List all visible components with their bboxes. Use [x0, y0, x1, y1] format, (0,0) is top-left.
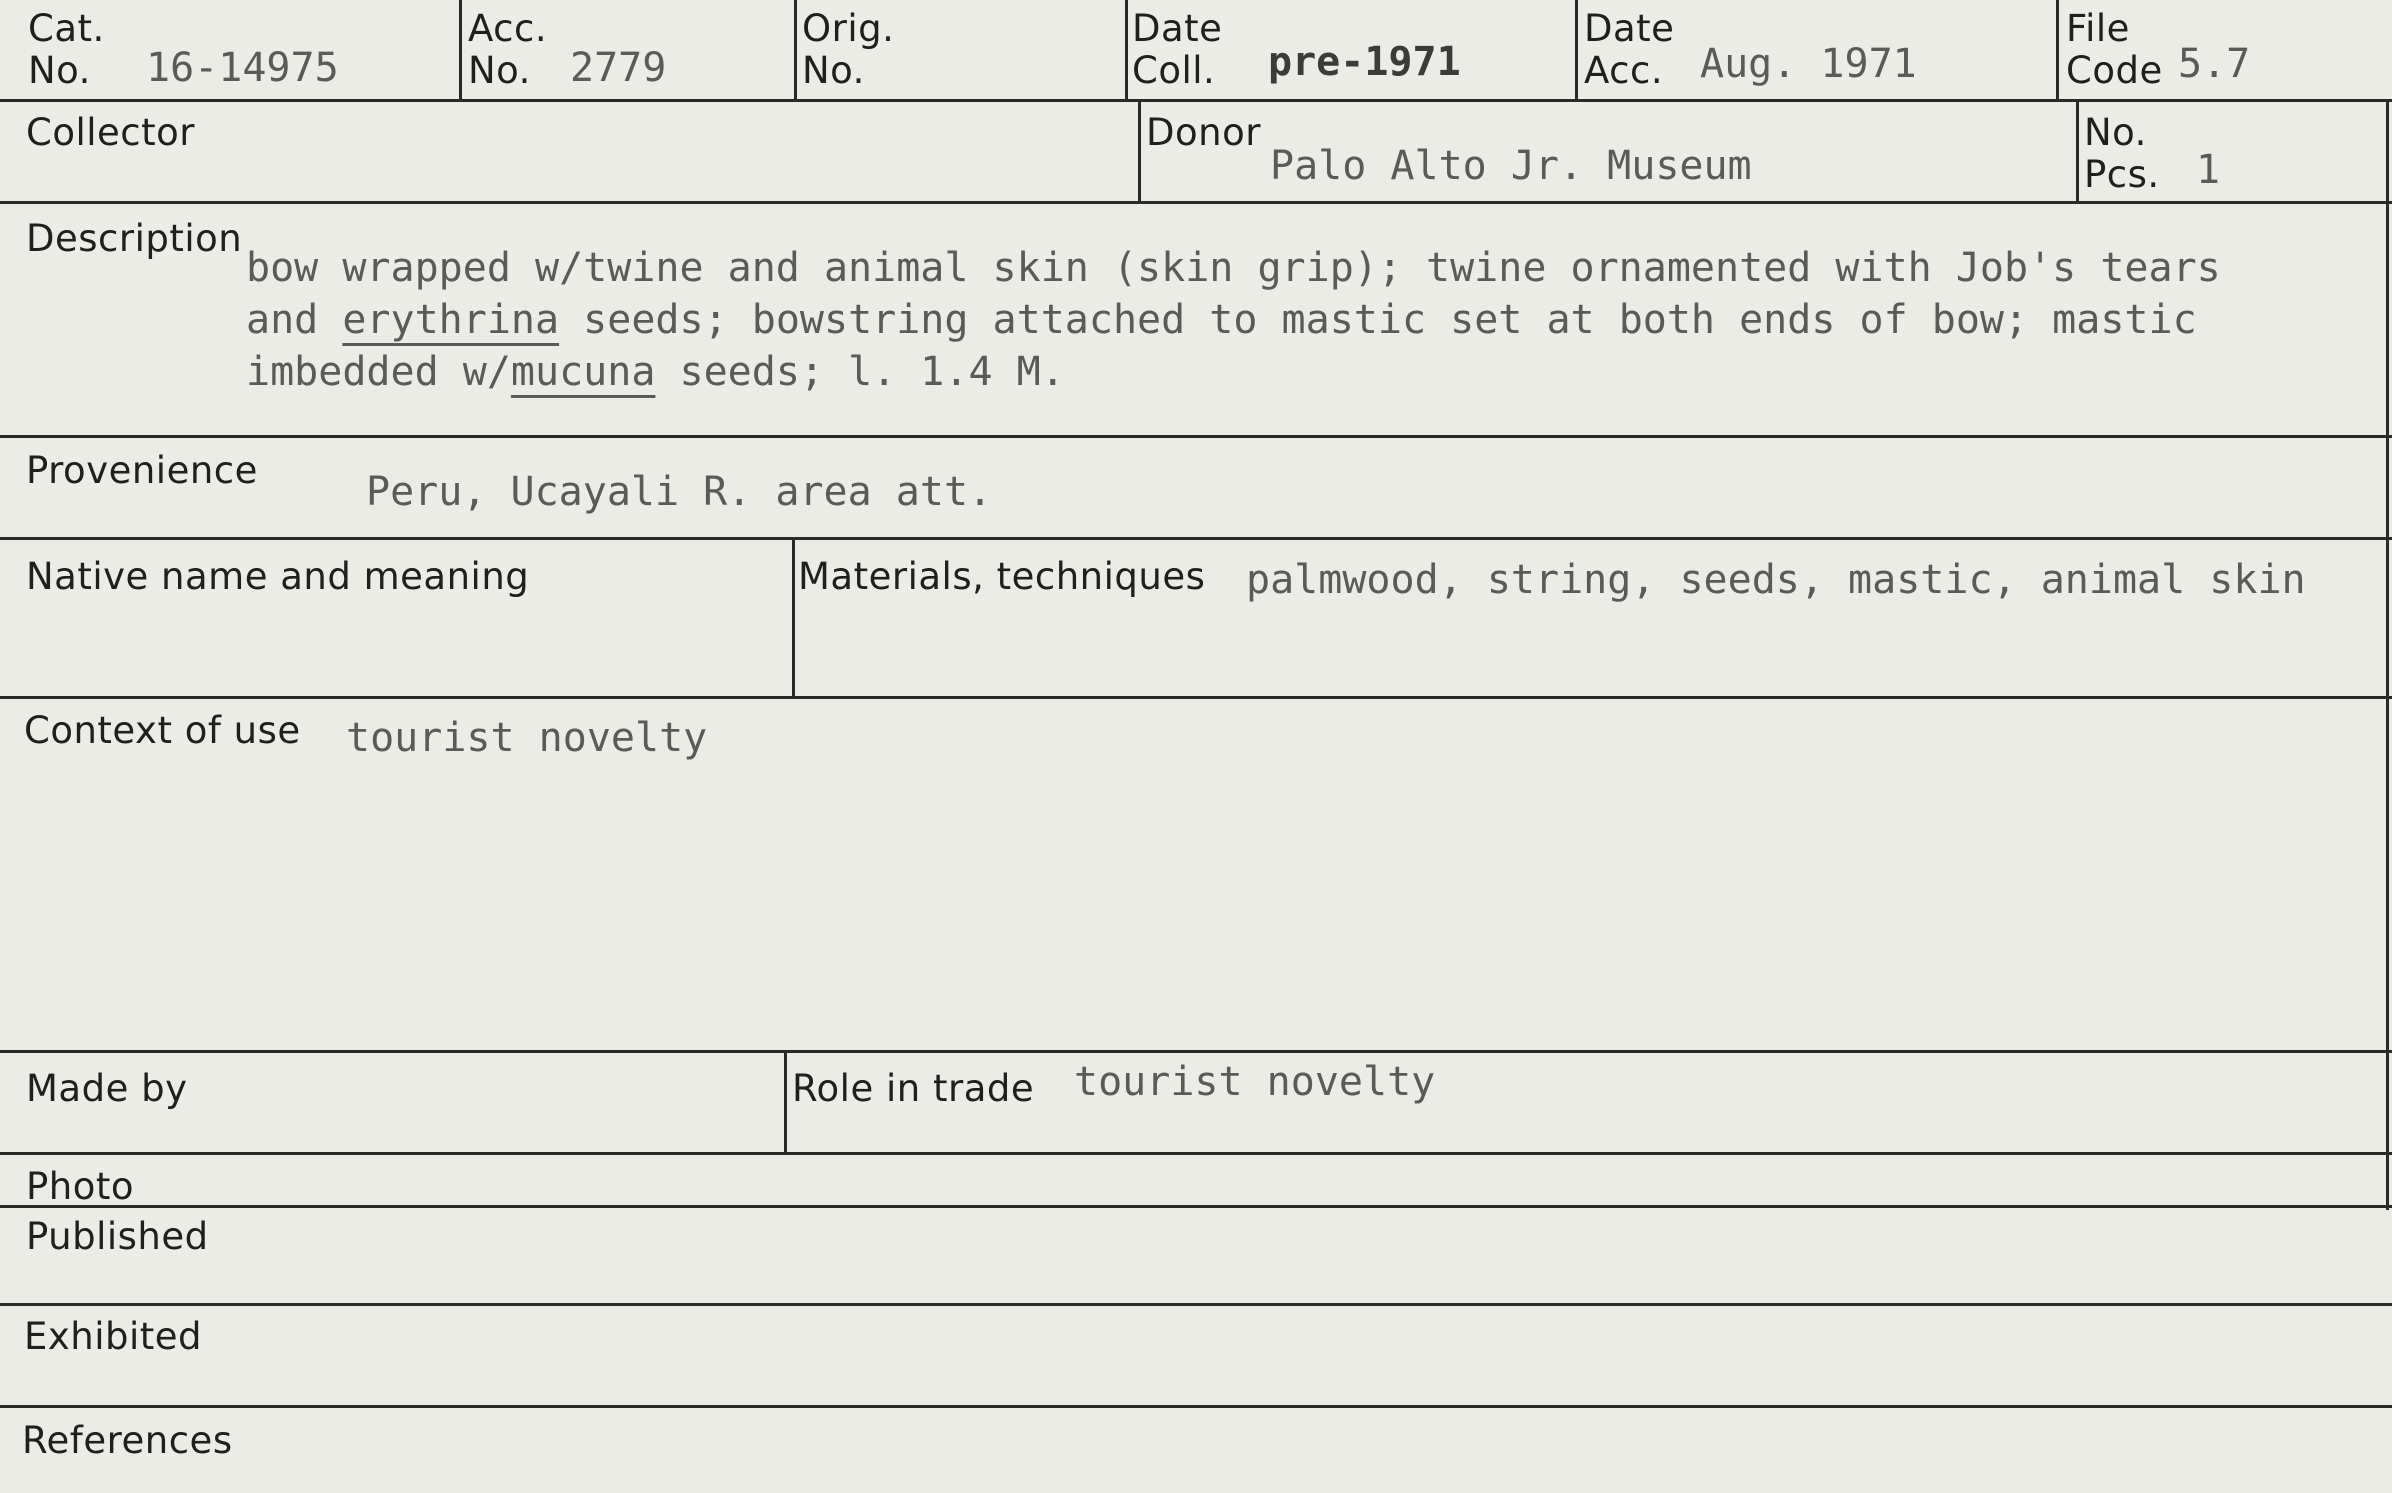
- vrule-donor: [2076, 100, 2079, 203]
- role-label: Role in trade: [792, 1067, 1035, 1110]
- description-line-2-underlined: erythrina: [342, 297, 560, 343]
- description-line-2-b: seeds; bowstring attached to mastic set at both ends of bow; mastic: [559, 297, 2197, 343]
- vrule-acc: [794, 0, 797, 101]
- materials-label: Materials, techniques: [798, 555, 1206, 598]
- vrule-madeby: [784, 1050, 787, 1154]
- date-coll-label: Date: [1132, 7, 1223, 50]
- date-coll-value: pre-1971: [1268, 39, 1461, 85]
- donor-value: Palo Alto Jr. Museum: [1270, 143, 1752, 189]
- vrule-dateacc: [2056, 0, 2059, 101]
- rule-photo: [0, 1205, 2392, 1208]
- description-line-2: [246, 294, 2346, 346]
- provenience-value: Peru, Ucayali R. area att.: [366, 469, 993, 515]
- acc-no-label: No.: [468, 49, 531, 92]
- date-acc-label-2: Acc.: [1584, 49, 1664, 92]
- description-label: Description: [26, 217, 243, 260]
- rule-context: [0, 1050, 2392, 1053]
- date-acc-label: Date: [1584, 7, 1675, 50]
- rule-provenience: [0, 537, 2392, 540]
- file-code-label-2: Code: [2066, 49, 2163, 92]
- rule-madeby: [0, 1152, 2392, 1155]
- vrule-orig: [1125, 0, 1128, 101]
- rule-native: [0, 696, 2392, 699]
- vrule-native: [792, 537, 795, 698]
- cat-no-value: 16-14975: [146, 45, 339, 91]
- orig-no-label: No.: [802, 49, 865, 92]
- description-line-1: bow wrapped w/twine and animal skin (skin grip); twine ornamented with Job's tears: [246, 245, 2221, 291]
- date-acc-value: Aug. 1971: [1700, 41, 1917, 87]
- context-value: tourist novelty: [346, 715, 708, 761]
- acc-no-value: 2779: [570, 45, 667, 91]
- role-value: tourist novelty: [1074, 1059, 1436, 1105]
- file-code-value: 5.7: [2178, 41, 2251, 87]
- description-line-2-a: and: [246, 297, 343, 343]
- provenience-label: Provenience: [26, 449, 258, 492]
- date-coll-label-2: Coll.: [1132, 49, 1216, 92]
- references-label: References: [22, 1419, 233, 1462]
- vrule-right-edge: [2386, 100, 2389, 1210]
- made-by-label: Made by: [26, 1067, 188, 1110]
- rule-exhibited: [0, 1405, 2392, 1408]
- collector-label: Collector: [26, 111, 195, 154]
- native-name-label: Native name and meaning: [26, 555, 530, 598]
- rule-description: [0, 435, 2392, 438]
- exhibited-label: Exhibited: [24, 1315, 203, 1358]
- orig-label: Orig.: [802, 7, 895, 50]
- description-text: [246, 242, 2346, 398]
- donor-label: Donor: [1146, 111, 1261, 154]
- materials-value: palmwood, string, seeds, mastic, animal skin: [1246, 557, 2306, 603]
- published-label: Published: [26, 1215, 209, 1258]
- pieces-label: No.: [2084, 111, 2147, 154]
- description-line-3-underlined: mucuna: [510, 349, 656, 395]
- photo-label: Photo: [26, 1165, 135, 1208]
- rule-header: [0, 99, 2392, 102]
- context-label: Context of use: [24, 709, 301, 752]
- acc-label: Acc.: [468, 7, 548, 50]
- rule-published: [0, 1303, 2392, 1306]
- description-line-3-b: seeds; l. 1.4 M.: [655, 349, 1065, 395]
- description-line-3-a: imbedded w/: [246, 349, 511, 395]
- pieces-value: 1: [2196, 147, 2221, 193]
- file-code-label: File: [2066, 7, 2130, 50]
- cat-label: Cat.: [28, 7, 105, 50]
- pieces-label-2: Pcs.: [2084, 153, 2160, 196]
- rule-collector: [0, 201, 2392, 204]
- description-line-3: [246, 346, 2346, 398]
- vrule-collector: [1138, 100, 1141, 203]
- vrule-cat: [459, 0, 462, 101]
- vrule-datecoll: [1575, 0, 1578, 101]
- cat-no-label: No.: [28, 49, 91, 92]
